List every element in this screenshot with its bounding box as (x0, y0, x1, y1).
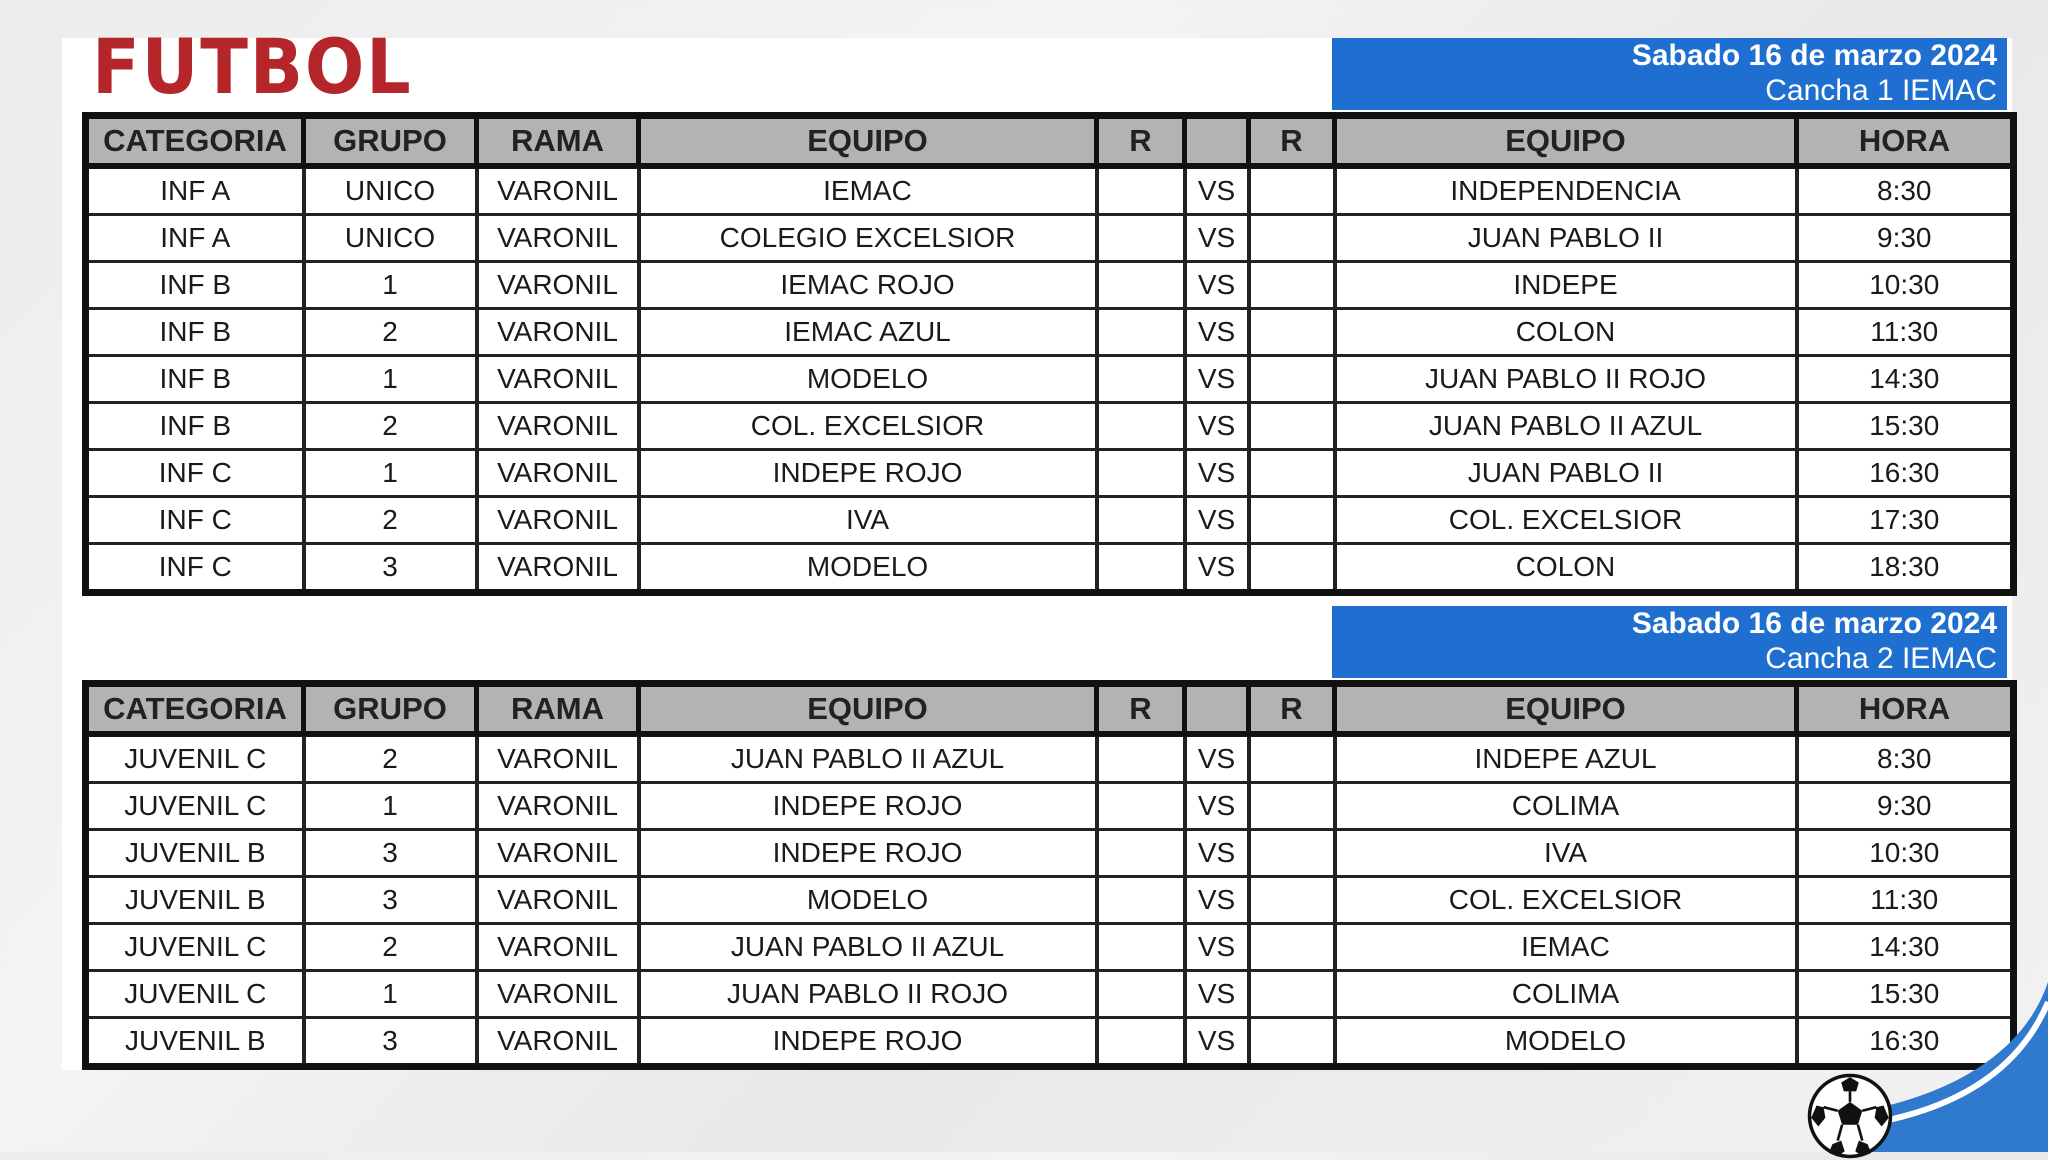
table-row (86, 734, 2014, 783)
cell-categoria: INF B (86, 403, 304, 450)
cell-grupo: 2 (304, 924, 477, 971)
cell-hora: 10:30 (1797, 830, 2014, 877)
cell-equipo-local: JUAN PABLO II AZUL (639, 924, 1097, 971)
cell-hora: 17:30 (1797, 497, 2014, 544)
cell-rama: VARONIL (477, 830, 639, 877)
cell-equipo-visitante: IVA (1335, 830, 1797, 877)
cell-categoria: JUVENIL C (86, 783, 304, 830)
column-header-rama: RAMA (477, 684, 639, 735)
cell-equipo-local: MODELO (639, 544, 1097, 593)
cell-equipo-local: JUAN PABLO II ROJO (639, 971, 1097, 1018)
cell-equipo-visitante: INDEPE (1335, 262, 1797, 309)
table-body (86, 734, 2014, 1067)
cell-grupo: 3 (304, 1018, 477, 1067)
cell-rama: VARONIL (477, 262, 639, 309)
cell-equipo-local: IEMAC (639, 166, 1097, 215)
cell-rama: VARONIL (477, 544, 639, 593)
cell-equipo-local: INDEPE ROJO (639, 783, 1097, 830)
cell-equipo-visitante: COLIMA (1335, 971, 1797, 1018)
cell-resultado-visitante (1249, 166, 1335, 215)
column-header-r: R (1097, 116, 1185, 167)
cell-equipo-visitante: COLIMA (1335, 783, 1797, 830)
cell-equipo-local: IEMAC ROJO (639, 262, 1097, 309)
column-header-rama: RAMA (477, 116, 639, 167)
cell-vs: VS (1185, 734, 1249, 783)
column-header-categoria: CATEGORIA (86, 116, 304, 167)
cell-rama: VARONIL (477, 924, 639, 971)
cell-rama: VARONIL (477, 497, 639, 544)
cell-grupo: 1 (304, 356, 477, 403)
cell-equipo-local: COLEGIO EXCELSIOR (639, 215, 1097, 262)
cell-equipo-local: INDEPE ROJO (639, 830, 1097, 877)
banner-date-2: Sabado 16 de marzo 2024 (1631, 607, 1997, 640)
cell-equipo-visitante: COLON (1335, 544, 1797, 593)
table-row (86, 262, 2014, 309)
cell-resultado-visitante (1249, 877, 1335, 924)
cell-rama: VARONIL (477, 215, 639, 262)
cell-hora: 8:30 (1797, 734, 2014, 783)
banner-date-1: Sabado 16 de marzo 2024 (1631, 39, 1997, 72)
cell-categoria: JUVENIL C (86, 971, 304, 1018)
table-row (86, 356, 2014, 403)
cell-rama: VARONIL (477, 877, 639, 924)
cell-equipo-local: JUAN PABLO II AZUL (639, 734, 1097, 783)
cell-hora: 9:30 (1797, 783, 2014, 830)
column-header-grupo: GRUPO (304, 684, 477, 735)
cell-equipo-local: MODELO (639, 356, 1097, 403)
schedule-table-cancha-1 (82, 112, 2017, 596)
table-row (86, 544, 2014, 593)
cell-vs: VS (1185, 830, 1249, 877)
cell-rama: VARONIL (477, 783, 639, 830)
column-header-grupo: GRUPO (304, 116, 477, 167)
cell-hora: 9:30 (1797, 215, 2014, 262)
cell-vs: VS (1185, 877, 1249, 924)
cell-grupo: 1 (304, 783, 477, 830)
cell-hora: 15:30 (1797, 403, 2014, 450)
cell-categoria: INF A (86, 215, 304, 262)
cell-vs: VS (1185, 450, 1249, 497)
cell-rama: VARONIL (477, 734, 639, 783)
page-title: FUTBOL (92, 22, 413, 111)
schedule-table-cancha-2 (82, 680, 2017, 1070)
column-header-categoria: CATEGORIA (86, 684, 304, 735)
cell-hora: 10:30 (1797, 262, 2014, 309)
cell-vs: VS (1185, 783, 1249, 830)
cell-equipo-local: INDEPE ROJO (639, 1018, 1097, 1067)
cell-resultado-visitante (1249, 734, 1335, 783)
table-row (86, 309, 2014, 356)
cell-vs: VS (1185, 403, 1249, 450)
cell-categoria: INF B (86, 262, 304, 309)
cell-grupo: 3 (304, 877, 477, 924)
cell-grupo: 2 (304, 497, 477, 544)
cell-rama: VARONIL (477, 403, 639, 450)
cell-equipo-visitante: JUAN PABLO II ROJO (1335, 356, 1797, 403)
cell-grupo: 3 (304, 830, 477, 877)
cell-grupo: 1 (304, 450, 477, 497)
cell-rama: VARONIL (477, 309, 639, 356)
cell-hora: 16:30 (1797, 1018, 2014, 1067)
cell-equipo-visitante: IEMAC (1335, 924, 1797, 971)
cell-vs: VS (1185, 215, 1249, 262)
cell-categoria: INF C (86, 497, 304, 544)
cell-equipo-visitante: JUAN PABLO II (1335, 215, 1797, 262)
cell-rama: VARONIL (477, 450, 639, 497)
banner-venue-1: Cancha 1 IEMAC (1765, 74, 1997, 107)
cell-resultado-local (1097, 924, 1185, 971)
column-header-equipo: EQUIPO (639, 684, 1097, 735)
cell-rama: VARONIL (477, 356, 639, 403)
cell-vs: VS (1185, 497, 1249, 544)
table-row (86, 497, 2014, 544)
cell-grupo: 1 (304, 971, 477, 1018)
table-row (86, 924, 2014, 971)
cell-categoria: JUVENIL C (86, 924, 304, 971)
cell-equipo-visitante: COL. EXCELSIOR (1335, 877, 1797, 924)
cell-resultado-visitante (1249, 309, 1335, 356)
cell-hora: 14:30 (1797, 924, 2014, 971)
header-row (86, 684, 2014, 735)
cell-grupo: 3 (304, 544, 477, 593)
cell-equipo-visitante: COLON (1335, 309, 1797, 356)
soccer-ball-icon (1806, 1072, 1894, 1160)
cell-rama: VARONIL (477, 1018, 639, 1067)
cell-categoria: JUVENIL C (86, 734, 304, 783)
cell-rama: VARONIL (477, 166, 639, 215)
cell-hora: 11:30 (1797, 309, 2014, 356)
cell-equipo-local: MODELO (639, 877, 1097, 924)
cell-resultado-local (1097, 877, 1185, 924)
cell-resultado-visitante (1249, 544, 1335, 593)
column-header-blank (1185, 116, 1249, 167)
cell-vs: VS (1185, 309, 1249, 356)
cell-hora: 15:30 (1797, 971, 2014, 1018)
table-row (86, 877, 2014, 924)
cell-grupo: 2 (304, 734, 477, 783)
cell-grupo: UNICO (304, 166, 477, 215)
cell-vs: VS (1185, 971, 1249, 1018)
cell-grupo: UNICO (304, 215, 477, 262)
cell-resultado-visitante (1249, 215, 1335, 262)
date-banner-1 (1332, 38, 2007, 110)
cell-equipo-local: COL. EXCELSIOR (639, 403, 1097, 450)
column-header-hora: HORA (1797, 116, 2014, 167)
cell-rama: VARONIL (477, 971, 639, 1018)
column-header-equipo: EQUIPO (1335, 684, 1797, 735)
cell-resultado-local (1097, 309, 1185, 356)
cell-categoria: INF C (86, 450, 304, 497)
cell-categoria: INF C (86, 544, 304, 593)
table-row (86, 215, 2014, 262)
cell-resultado-local (1097, 1018, 1185, 1067)
column-header-hora: HORA (1797, 684, 2014, 735)
table-body (86, 166, 2014, 593)
column-header-r: R (1249, 116, 1335, 167)
cell-resultado-visitante (1249, 971, 1335, 1018)
cell-hora: 18:30 (1797, 544, 2014, 593)
cell-resultado-visitante (1249, 450, 1335, 497)
cell-grupo: 2 (304, 403, 477, 450)
table-row (86, 403, 2014, 450)
cell-categoria: INF B (86, 356, 304, 403)
cell-categoria: INF B (86, 309, 304, 356)
cell-equipo-visitante: COL. EXCELSIOR (1335, 497, 1797, 544)
cell-equipo-local: IVA (639, 497, 1097, 544)
cell-hora: 14:30 (1797, 356, 2014, 403)
cell-vs: VS (1185, 544, 1249, 593)
cell-equipo-visitante: INDEPE AZUL (1335, 734, 1797, 783)
cell-resultado-local (1097, 403, 1185, 450)
table-row (86, 1018, 2014, 1067)
cell-hora: 11:30 (1797, 877, 2014, 924)
cell-resultado-local (1097, 450, 1185, 497)
cell-resultado-local (1097, 544, 1185, 593)
cell-grupo: 2 (304, 309, 477, 356)
cell-resultado-visitante (1249, 830, 1335, 877)
table-row (86, 166, 2014, 215)
cell-resultado-visitante (1249, 1018, 1335, 1067)
column-header-equipo: EQUIPO (639, 116, 1097, 167)
cell-categoria: JUVENIL B (86, 830, 304, 877)
cell-equipo-local: INDEPE ROJO (639, 450, 1097, 497)
cell-categoria: JUVENIL B (86, 1018, 304, 1067)
cell-vs: VS (1185, 262, 1249, 309)
date-banner-2 (1332, 606, 2007, 678)
cell-resultado-visitante (1249, 783, 1335, 830)
cell-resultado-local (1097, 356, 1185, 403)
cell-resultado-visitante (1249, 262, 1335, 309)
cell-equipo-visitante: JUAN PABLO II (1335, 450, 1797, 497)
column-header-equipo: EQUIPO (1335, 116, 1797, 167)
cell-resultado-local (1097, 497, 1185, 544)
cell-equipo-local: IEMAC AZUL (639, 309, 1097, 356)
banner-venue-2: Cancha 2 IEMAC (1765, 642, 1997, 675)
cell-resultado-local (1097, 783, 1185, 830)
column-header-r: R (1097, 684, 1185, 735)
cell-resultado-local (1097, 830, 1185, 877)
cell-categoria: JUVENIL B (86, 877, 304, 924)
header-row (86, 116, 2014, 167)
cell-resultado-visitante (1249, 403, 1335, 450)
cell-resultado-visitante (1249, 924, 1335, 971)
column-header-r: R (1249, 684, 1335, 735)
cell-vs: VS (1185, 166, 1249, 215)
table-row (86, 830, 2014, 877)
cell-resultado-local (1097, 262, 1185, 309)
cell-resultado-visitante (1249, 356, 1335, 403)
cell-hora: 16:30 (1797, 450, 2014, 497)
cell-vs: VS (1185, 356, 1249, 403)
cell-equipo-visitante: JUAN PABLO II AZUL (1335, 403, 1797, 450)
cell-categoria: INF A (86, 166, 304, 215)
table-row (86, 783, 2014, 830)
cell-equipo-visitante: INDEPENDENCIA (1335, 166, 1797, 215)
table-row (86, 971, 2014, 1018)
table-row (86, 450, 2014, 497)
cell-hora: 8:30 (1797, 166, 2014, 215)
cell-equipo-visitante: MODELO (1335, 1018, 1797, 1067)
cell-grupo: 1 (304, 262, 477, 309)
cell-vs: VS (1185, 1018, 1249, 1067)
cell-vs: VS (1185, 924, 1249, 971)
column-header-blank (1185, 684, 1249, 735)
cell-resultado-local (1097, 166, 1185, 215)
cell-resultado-local (1097, 971, 1185, 1018)
cell-resultado-local (1097, 215, 1185, 262)
cell-resultado-local (1097, 734, 1185, 783)
cell-resultado-visitante (1249, 497, 1335, 544)
